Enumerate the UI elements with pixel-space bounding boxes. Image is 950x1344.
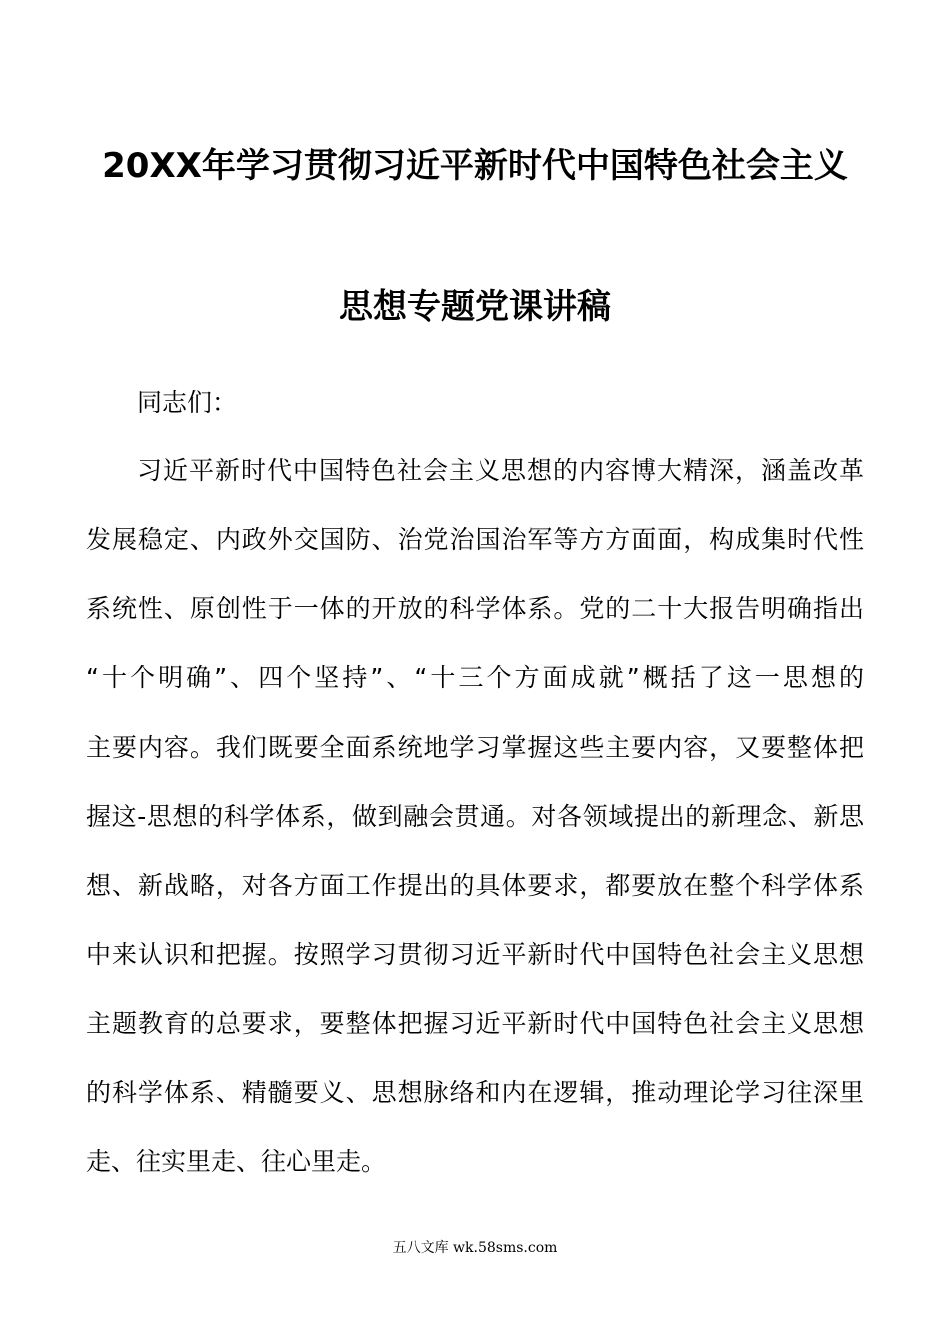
paragraph-line: 主题教育的总要求，要整体把握习近平新时代中国特色社会主义思想 bbox=[86, 1009, 864, 1038]
paragraph-line: 握这-思想的科学体系，做到融会贯通。对各领域提出的新理念、新思 bbox=[86, 802, 864, 831]
paragraph-line: 的科学体系、精髓要义、思想脉络和内在逻辑，推动理论学习往深里 bbox=[86, 1078, 864, 1107]
salutation: 同志们： bbox=[137, 388, 238, 417]
paragraph-line: “十个明确”、四个坚持”、“十三个方面成就”概括了这一思想的 bbox=[86, 663, 864, 692]
paragraph-line: 主要内容。我们既要全面系统地学习掌握这些主要内容，又要整体把 bbox=[86, 733, 864, 762]
paragraph-line: 发展稳定、内政外交国防、治党治国治军等方方面面，构成集时代性 bbox=[86, 525, 864, 554]
footer-watermark: 五八文库 wk.58sms.com bbox=[392, 1240, 558, 1256]
title-line-2: 思想专题党课讲稿 bbox=[339, 287, 611, 327]
paragraph-line: 想、新战略，对各方面工作提出的具体要求，都要放在整个科学体系 bbox=[86, 871, 864, 900]
title-line-1: 20XX年学习贯彻习近平新时代中国特色社会主义 bbox=[102, 146, 848, 186]
paragraph-line: 走、往实里走、往心里走。 bbox=[86, 1147, 387, 1176]
paragraph-line: 习近平新时代中国特色社会主义思想的内容博大精深，涵盖改革 bbox=[137, 456, 864, 485]
paragraph-line: 系统性、原创性于一体的开放的科学体系。党的二十大报告明确指出 bbox=[86, 594, 864, 623]
paragraph-line: 中来认识和把握。按照学习贯彻习近平新时代中国特色社会主义思想 bbox=[86, 940, 864, 969]
